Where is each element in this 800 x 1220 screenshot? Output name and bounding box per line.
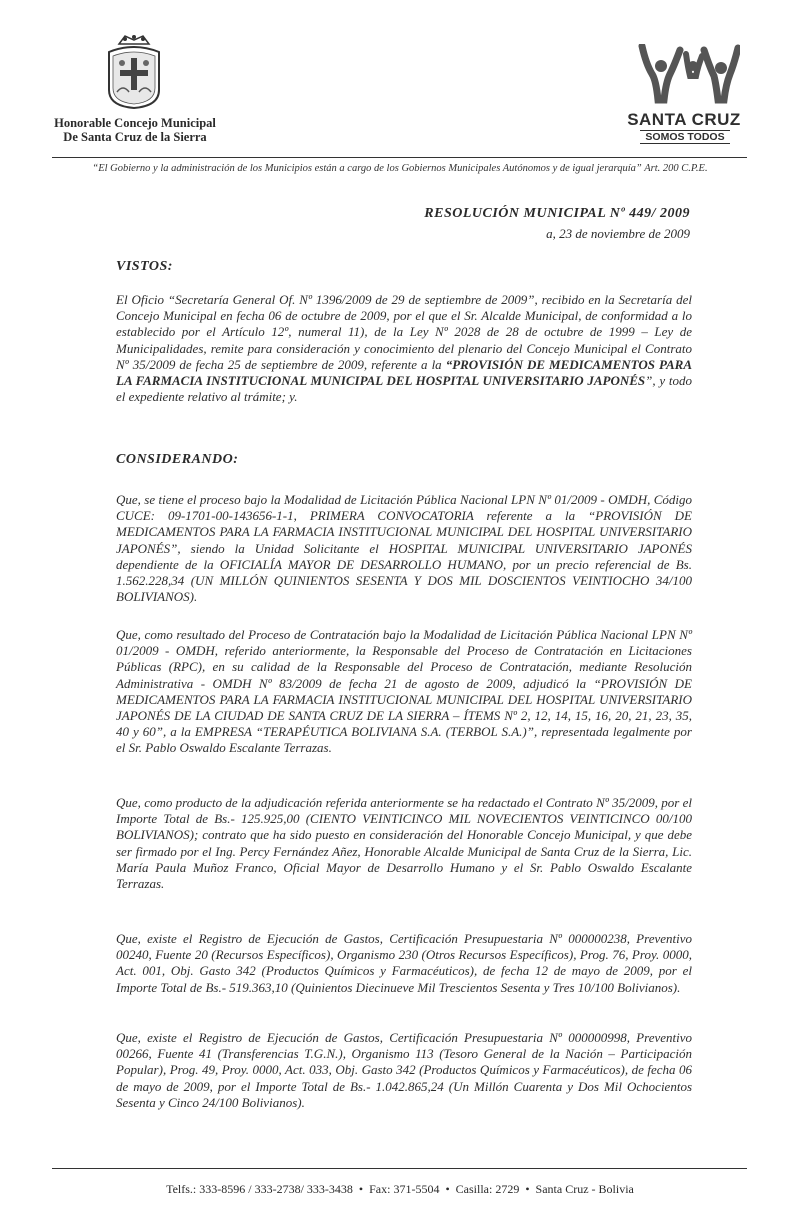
footer-divider <box>52 1168 747 1169</box>
municipal-crest-icon <box>105 30 163 110</box>
footer-bullet: • <box>445 1182 450 1196</box>
footer-contact <box>40 1182 760 1197</box>
council-name-line2: De Santa Cruz de la Sierra <box>63 130 207 144</box>
footer-casilla: Casilla: 2729 <box>455 1182 520 1196</box>
considerando-paragraph-5: Que, existe el Registro de Ejecución de Gastos, Certificación Presupuestaria Nº 000000998, Preventivo 00266, Fuente 41 (Transferencias T.G.N.), Organismo 113 (Tesoro General de la Nación – Participación Popular), Prog. 49, Proy. 0000, Act. 033, Obj. Gasto 342 (Productos Químicos y Farmacéuticos), de fecha 06 de mayo de 2009, por el Importe Total de Bs.- 1.042.865,24 (Un Millón Cuarenta y Dos Mil Ochocientos Sesenta y Cinco 24/100 Bolivianos). <box>116 1030 692 1110</box>
vistos-text-a: El Oficio “Secretaría General Of. Nº 1396/2009 de 29 de septiembre de 2009”, recibido en la Secretaría del Concejo Municipal en fecha 06 de octubre de 2009, por el que el Sr. Alcalde Municipal, de conformidad a lo establecido por el Artículo 12º, numeral 11), de la Ley Nº 2028 de 28 de octubre de 1999 – Ley de Municipalidades, remite para consideración y conocimiento del plenario del Concejo Municipal el Contrato Nº 35/2009 de fecha 25 de septiembre de 2009, referente a la <box>116 292 692 372</box>
vistos-heading: VISTOS: <box>116 259 173 274</box>
council-name-line1: Honorable Concejo Municipal <box>54 116 216 130</box>
resolution-title: RESOLUCIÓN MUNICIPAL Nº 449/ 2009 <box>424 206 690 221</box>
vistos-text-b: ”, y todo el expediente relativo al trámite; y. <box>116 373 692 405</box>
header-divider <box>52 157 747 158</box>
brand-name: SANTA CRUZ <box>627 110 741 129</box>
vistos-paragraph <box>116 292 692 405</box>
vistos-subject: “PROVISIÓN DE MEDICAMENTOS PARA LA FARMACIA INSTITUCIONAL MUNICIPAL DEL HOSPITAL UNIVERSITARIO JAPONÉS <box>116 356 692 389</box>
considerando-paragraph-2: Que, como resultado del Proceso de Contratación bajo la Modalidad de Licitación Pública Nacional LPN Nº 01/2009 - OMDH, referido anteriormente, la Responsable del Proceso de Contratación en Licitaciones Públicas (RPC), en su calidad de la Responsable del Proceso de Contratación, mediante Resolución Administrativa - OMDH Nº 83/2009 de fecha 21 de agosto de 2009, adjudicó la “PROVISIÓN DE MEDICAMENTOS PARA LA FARMACIA INSTITUCIONAL MUNICIPAL DEL HOSPITAL UNIVERSITARIO JAPONÉS DE LA CIUDAD DE SANTA CRUZ DE LA SIERRA – ÍTEMS Nº 2, 12, 14, 15, 16, 20, 21, 23, 35, 40 y 60”, a la EMPRESA “TERAPÉUTICA BOLIVIANA S.A. (TERBOL S.A.)”, representada legalmente por el Sr. Pablo Oswaldo Escalante Terrazas. <box>116 627 692 756</box>
council-name <box>30 116 240 144</box>
footer-bullet: • <box>525 1182 530 1196</box>
brand-tagline: SOMOS TODOS <box>640 130 730 144</box>
considerando-heading: CONSIDERANDO: <box>116 452 239 467</box>
footer-phones: Telfs.: 333-8596 / 333-2738/ 333-3438 <box>166 1182 353 1196</box>
resolution-date: a, 23 de noviembre de 2009 <box>546 226 690 241</box>
footer-bullet: • <box>358 1182 364 1196</box>
considerando-paragraph-4: Que, existe el Registro de Ejecución de Gastos, Certificación Presupuestaria Nº 000000238, Preventivo 00240, Fuente 20 (Recursos Específicos), Organismo 230 (Otros Recursos Específicos), Prog. 76, Proy. 0000, Act. 001, Obj. Gasto 342 (Productos Químicos y Farmacéuticos), de fecha 12 de mayo de 2009, por el Importe Total de Bs.- 519.363,10 (Quinientos Diecinueve Mil Trescientos Sesenta y Tres 10/100 Bolivianos). <box>116 931 692 995</box>
footer-fax: Fax: 371-5504 <box>369 1182 440 1196</box>
constitution-quote: “El Gobierno y la administración de los Municipios están a cargo de los Gobiernos Municipales Autónomos y de igual jerarquía” Art. 200 C.P.E. <box>92 163 708 174</box>
considerando-paragraph-1: Que, se tiene el proceso bajo la Modalidad de Licitación Pública Nacional LPN Nº 01/2009 - OMDH, Código CUCE: 09-1701-00-143656-1-1, PRIMERA CONVOCATORIA referente a la “PROVISIÓN DE MEDICAMENTOS PARA LA FARMACIA INSTITUCIONAL MUNICIPAL DEL HOSPITAL UNIVERSITARIO JAPONÉS”, siendo la Unidad Solicitante el HOSPITAL MUNICIPAL UNIVERSITARIO JAPONÉS dependiente de la OFICIALÍA MAYOR DE DESARROLLO HUMANO, por un precio referencial de Bs. 1.562.228,34 (UN MILLÓN QUINIENTOS SESENTA Y DOS MIL DOSCIENTOS VEINTIOCHO 34/100 BOLIVIANOS). <box>116 492 692 605</box>
footer-city: Santa Cruz - Bolivia <box>535 1182 634 1196</box>
considerando-paragraph-3: Que, como producto de la adjudicación referida anteriormente se ha redactado el Contrato Nº 35/2009, por el Importe Total de Bs.- 125.925,00 (CIENTO VEINTICINCO MIL NOVECIENTOS VEINTICINCO 00/100 BOLIVIANOS); contrato que ha sido puesto en consideración del Honorable Concejo Municipal, y que debe ser firmado por el Ing. Percy Fernández Añez, Honorable Alcalde Municipal de Santa Cruz de la Sierra, Lic. María Paula Muñoz Franco, Oficial Mayor de Desarrollo Humano y el Sr. Pablo Oswaldo Escalante Terrazas. <box>116 795 692 892</box>
